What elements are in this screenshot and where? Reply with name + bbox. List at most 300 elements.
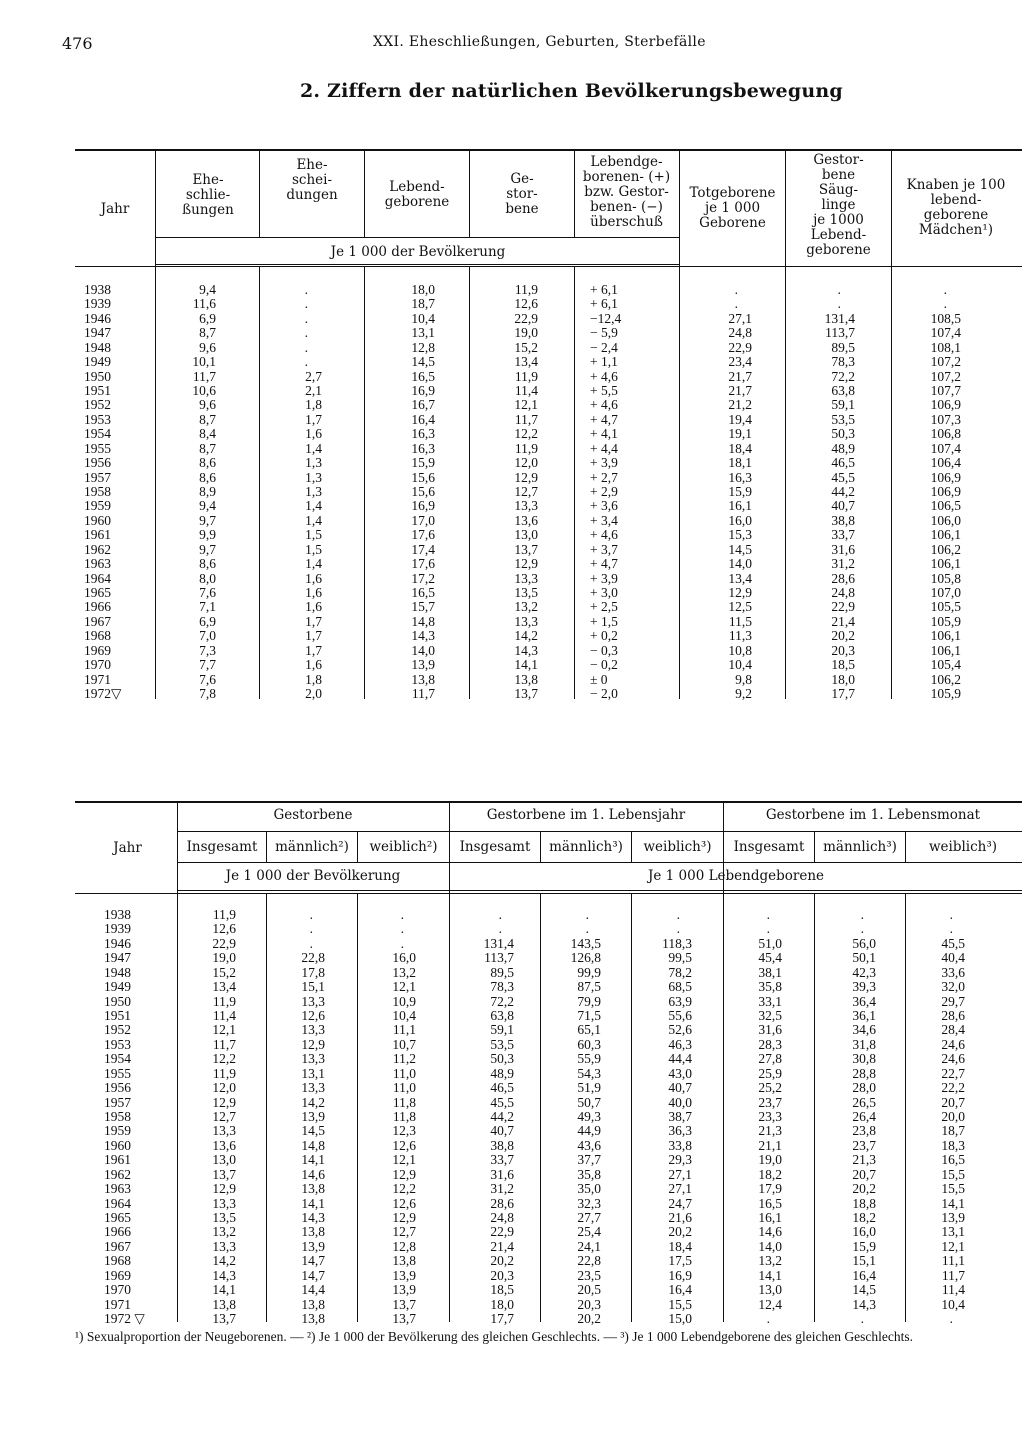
row-value: 1,7 bbox=[305, 411, 322, 427]
row-value: 24,8 bbox=[490, 1210, 514, 1226]
row-value: 78,3 bbox=[831, 354, 855, 370]
row-value: 13,3 bbox=[301, 993, 325, 1009]
row-value: 11,4 bbox=[941, 1282, 965, 1298]
header2-unit1: Je 1 000 der Bevölkerung bbox=[225, 868, 401, 884]
row-value: 46,3 bbox=[668, 1036, 692, 1052]
row-year: 1959 bbox=[84, 498, 111, 514]
row-value: 15,2 bbox=[514, 339, 538, 355]
row-value: 13,2 bbox=[758, 1253, 782, 1269]
row-value: 16,9 bbox=[411, 383, 435, 398]
row-value: 25,4 bbox=[577, 1224, 601, 1240]
row-value: 14,3 bbox=[411, 628, 435, 644]
row-value: 36,1 bbox=[852, 1008, 876, 1023]
row-value: 15,9 bbox=[852, 1238, 876, 1254]
row-value: 11,9 bbox=[212, 1065, 236, 1081]
row-value: . bbox=[676, 921, 680, 937]
row-value: 30,8 bbox=[852, 1051, 876, 1067]
row-year: 1962 bbox=[84, 541, 111, 557]
row-value: 12,9 bbox=[212, 1181, 236, 1197]
row-value: − 0,3 bbox=[590, 642, 618, 658]
row-value: 14,1 bbox=[301, 1195, 325, 1211]
row-value: 21,7 bbox=[728, 383, 752, 398]
row-value: 14,2 bbox=[514, 628, 538, 644]
row-value: 33,8 bbox=[668, 1137, 692, 1153]
header-gestorbene: Ge- stor- bene bbox=[505, 171, 539, 217]
table-row bbox=[0, 1052, 1024, 1066]
row-value: 13,3 bbox=[514, 570, 538, 586]
row-value: 13,8 bbox=[392, 1253, 416, 1269]
row-value: 19,0 bbox=[514, 325, 538, 341]
row-value: 21,6 bbox=[668, 1210, 692, 1226]
row-value: 8,4 bbox=[199, 426, 216, 442]
row-value: 14,2 bbox=[301, 1094, 325, 1110]
table-row bbox=[0, 1009, 1024, 1023]
row-value: 13,2 bbox=[392, 964, 416, 980]
row-value: 65,1 bbox=[577, 1022, 601, 1038]
row-value: 10,7 bbox=[392, 1036, 416, 1052]
row-value: 40,7 bbox=[831, 498, 855, 514]
row-value: + 4,6 bbox=[590, 368, 618, 384]
row-value: 8,6 bbox=[199, 455, 216, 471]
row-value: 16,3 bbox=[411, 426, 435, 442]
row-value: 50,7 bbox=[577, 1094, 601, 1110]
header2-jahr: Jahr bbox=[113, 840, 142, 856]
row-value: 99,5 bbox=[668, 950, 692, 966]
row-value: . bbox=[766, 1311, 770, 1327]
row-value: 37,7 bbox=[577, 1152, 601, 1168]
row-year: 1971 bbox=[84, 671, 111, 687]
row-value: 49,3 bbox=[577, 1109, 601, 1125]
row-year: 1952 bbox=[84, 397, 111, 413]
row-value: 21,4 bbox=[831, 613, 855, 629]
row-value: 16,9 bbox=[411, 498, 435, 514]
row-value: 68,5 bbox=[668, 979, 692, 995]
row-value: 17,6 bbox=[411, 556, 435, 572]
table-row bbox=[0, 1081, 1024, 1095]
row-value: 44,2 bbox=[831, 484, 855, 500]
row-value: + 4,1 bbox=[590, 426, 618, 442]
row-value: 8,7 bbox=[199, 440, 216, 456]
row-year: 1969 bbox=[104, 1267, 131, 1283]
row-value: 13,8 bbox=[212, 1296, 236, 1312]
running-head: XXI. Eheschließungen, Geburten, Sterbefälle bbox=[373, 34, 706, 50]
row-value: 18,3 bbox=[941, 1137, 965, 1153]
table-row bbox=[0, 1182, 1024, 1196]
row-value: 16,1 bbox=[728, 498, 752, 514]
row-value: 78,2 bbox=[668, 964, 692, 980]
row-value: 50,3 bbox=[831, 426, 855, 442]
row-value: + 3,4 bbox=[590, 512, 618, 528]
row-value: 14,3 bbox=[301, 1210, 325, 1226]
row-value: 22,8 bbox=[301, 950, 325, 966]
row-value: 106,4 bbox=[930, 455, 961, 471]
row-value: 18,2 bbox=[758, 1166, 782, 1182]
page-title: 2. Ziffern der natürlichen Bevölkerungsbewegung bbox=[300, 80, 843, 102]
row-value: 20,2 bbox=[831, 628, 855, 644]
row-year: 1938 bbox=[104, 907, 131, 922]
row-value: . bbox=[498, 907, 502, 922]
row-value: 22,9 bbox=[728, 339, 752, 355]
row-value: 8,0 bbox=[199, 570, 216, 586]
row-value: 20,7 bbox=[941, 1094, 965, 1110]
header2-sub-maennlich: männlich²) bbox=[275, 839, 349, 855]
row-value: 13,6 bbox=[212, 1137, 236, 1153]
row-value: . bbox=[309, 935, 313, 951]
row-year: 1967 bbox=[84, 613, 111, 629]
row-value: 13,3 bbox=[301, 1051, 325, 1067]
row-value: 1,6 bbox=[305, 599, 322, 615]
row-value: 12,7 bbox=[212, 1109, 236, 1125]
row-value: 16,5 bbox=[758, 1195, 782, 1211]
row-value: 9,6 bbox=[199, 339, 216, 355]
row-year: 1948 bbox=[104, 964, 131, 980]
row-value: 13,8 bbox=[301, 1224, 325, 1240]
header-unit: Je 1 000 der Bevölkerung bbox=[330, 244, 506, 260]
row-year: 1971 bbox=[104, 1296, 131, 1312]
row-value: 11,4 bbox=[212, 1008, 236, 1023]
row-value: 16,5 bbox=[411, 585, 435, 601]
row-value: 14,6 bbox=[758, 1224, 782, 1240]
row-value: + 4,7 bbox=[590, 411, 618, 427]
row-value: 20,2 bbox=[668, 1224, 692, 1240]
header2-sub-insgesamt: Insgesamt bbox=[733, 839, 805, 855]
row-value: 27,1 bbox=[668, 1166, 692, 1182]
row-value: 107,4 bbox=[930, 325, 961, 341]
row-value: 11,0 bbox=[392, 1080, 416, 1096]
row-value: + 3,9 bbox=[590, 455, 618, 471]
row-year: 1966 bbox=[84, 599, 111, 615]
row-value: 13,9 bbox=[941, 1210, 965, 1226]
row-value: 106,1 bbox=[930, 527, 961, 543]
row-value: . bbox=[837, 296, 841, 312]
row-value: 106,8 bbox=[930, 426, 961, 442]
row-value: . bbox=[766, 921, 770, 937]
row-value: 16,4 bbox=[852, 1267, 876, 1283]
row-value: 16,0 bbox=[852, 1224, 876, 1240]
row-year: 1965 bbox=[84, 585, 111, 601]
row-value: 12,6 bbox=[301, 1008, 325, 1023]
row-value: 20,3 bbox=[490, 1267, 514, 1283]
row-value: 13,7 bbox=[212, 1166, 236, 1182]
row-value: 12,7 bbox=[514, 484, 538, 500]
row-value: 13,4 bbox=[728, 570, 752, 586]
header-saeuglinge: Gestor- bene Säug- linge je 1000 Lebend- geborene bbox=[806, 152, 871, 258]
header2-unit2: Je 1 000 Lebendgeborene bbox=[647, 868, 825, 884]
row-value: 15,1 bbox=[852, 1253, 876, 1269]
row-value: 12,0 bbox=[212, 1080, 236, 1096]
row-value: 19,0 bbox=[758, 1152, 782, 1168]
row-value: 1,5 bbox=[305, 541, 322, 557]
row-value: 12,9 bbox=[728, 585, 752, 601]
row-value: 13,7 bbox=[392, 1296, 416, 1312]
row-value: 14,7 bbox=[301, 1253, 325, 1269]
row-value: 16,3 bbox=[411, 440, 435, 456]
row-value: + 3,7 bbox=[590, 541, 618, 557]
row-value: 12,7 bbox=[392, 1224, 416, 1240]
row-value: 12,9 bbox=[514, 469, 538, 485]
row-value: 18,5 bbox=[490, 1282, 514, 1298]
row-value: . bbox=[860, 907, 864, 922]
row-value: 13,3 bbox=[212, 1123, 236, 1139]
row-value: 12,3 bbox=[392, 1123, 416, 1139]
row-value: 29,7 bbox=[941, 993, 965, 1009]
row-value: 9,6 bbox=[199, 397, 216, 413]
row-value: 14,3 bbox=[212, 1267, 236, 1283]
row-value: 13,7 bbox=[212, 1311, 236, 1327]
row-value: 18,7 bbox=[941, 1123, 965, 1139]
row-value: 17,4 bbox=[411, 541, 435, 557]
row-value: 21,7 bbox=[728, 368, 752, 384]
row-value: 107,7 bbox=[930, 383, 961, 398]
header-jahr: Jahr bbox=[100, 201, 130, 217]
row-value: 14,8 bbox=[301, 1137, 325, 1153]
row-value: 31,2 bbox=[831, 556, 855, 572]
row-value: 32,5 bbox=[758, 1008, 782, 1023]
row-value: 55,9 bbox=[577, 1051, 601, 1067]
row-value: 11,1 bbox=[392, 1022, 416, 1038]
table-row bbox=[0, 1124, 1024, 1138]
row-value: 51,9 bbox=[577, 1080, 601, 1096]
row-value: 13,7 bbox=[514, 541, 538, 557]
row-value: 12,4 bbox=[758, 1296, 782, 1312]
row-value: 26,5 bbox=[852, 1094, 876, 1110]
row-value: 12,1 bbox=[514, 397, 538, 413]
row-value: 13,7 bbox=[514, 686, 538, 702]
row-value: . bbox=[309, 907, 313, 922]
header-ueberschuss: Lebendge- borenen- (+) bzw. Gestor- benen- (−) überschuß bbox=[582, 154, 671, 230]
row-value: 15,7 bbox=[411, 599, 435, 615]
row-value: 27,8 bbox=[758, 1051, 782, 1067]
row-value: 108,5 bbox=[930, 310, 961, 326]
row-value: 23,3 bbox=[758, 1109, 782, 1125]
row-value: 31,8 bbox=[852, 1036, 876, 1052]
row-value: 79,9 bbox=[577, 993, 601, 1009]
row-value: . bbox=[304, 339, 308, 355]
row-value: 18,0 bbox=[490, 1296, 514, 1312]
row-value: 14,1 bbox=[301, 1152, 325, 1168]
row-value: + 0,2 bbox=[590, 628, 618, 644]
row-value: + 2,7 bbox=[590, 469, 618, 485]
row-value: 14,4 bbox=[301, 1282, 325, 1298]
row-value: 11,7 bbox=[941, 1267, 965, 1283]
row-value: 44,2 bbox=[490, 1109, 514, 1125]
row-value: 106,9 bbox=[930, 484, 961, 500]
row-value: 17,8 bbox=[301, 964, 325, 980]
row-value: 18,0 bbox=[411, 282, 435, 297]
row-value: 22,9 bbox=[831, 599, 855, 615]
row-value: 1,7 bbox=[305, 613, 322, 629]
row-year: 1964 bbox=[84, 570, 111, 586]
row-value: 11,5 bbox=[728, 613, 752, 629]
row-value: 1,4 bbox=[305, 440, 322, 456]
row-value: 13,0 bbox=[758, 1282, 782, 1298]
row-value: − 5,9 bbox=[590, 325, 618, 341]
row-value: 63,9 bbox=[668, 993, 692, 1009]
row-value: 8,6 bbox=[199, 469, 216, 485]
row-value: 13,9 bbox=[301, 1238, 325, 1254]
row-value: 143,5 bbox=[570, 935, 601, 951]
row-value: 16,0 bbox=[392, 950, 416, 966]
row-year: 1970 bbox=[104, 1282, 131, 1298]
row-value: 10,4 bbox=[728, 657, 752, 673]
row-value: 18,8 bbox=[852, 1195, 876, 1211]
row-value: 14,0 bbox=[728, 556, 752, 572]
row-value: 20,2 bbox=[490, 1253, 514, 1269]
row-value: 40,7 bbox=[668, 1080, 692, 1096]
row-value: . bbox=[585, 907, 589, 922]
row-year: 1962 bbox=[104, 1166, 131, 1182]
row-value: 12,9 bbox=[212, 1094, 236, 1110]
row-year: 1959 bbox=[104, 1123, 131, 1139]
row-value: 107,4 bbox=[930, 440, 961, 456]
row-value: + 3,9 bbox=[590, 570, 618, 586]
row-value: 13,4 bbox=[514, 354, 538, 370]
row-value: 13,0 bbox=[212, 1152, 236, 1168]
row-value: 14,2 bbox=[212, 1253, 236, 1269]
row-value: 24,8 bbox=[831, 585, 855, 601]
row-value: 15,9 bbox=[728, 484, 752, 500]
row-value: 105,9 bbox=[930, 686, 961, 702]
row-value: + 4,6 bbox=[590, 397, 618, 413]
row-year: 1961 bbox=[104, 1152, 131, 1168]
row-value: 6,9 bbox=[199, 613, 216, 629]
row-value: 15,3 bbox=[728, 527, 752, 543]
row-value: 38,8 bbox=[831, 512, 855, 528]
row-value: 15,1 bbox=[301, 979, 325, 995]
row-value: + 4,6 bbox=[590, 527, 618, 543]
row-value: 131,4 bbox=[483, 935, 514, 951]
row-value: 40,7 bbox=[490, 1123, 514, 1139]
row-value: 10,1 bbox=[192, 354, 216, 370]
header2-sub-weiblich: weiblich³) bbox=[928, 839, 998, 855]
row-value: 31,2 bbox=[490, 1181, 514, 1197]
row-value: . bbox=[498, 921, 502, 937]
row-value: 106,1 bbox=[930, 628, 961, 644]
row-year: 1953 bbox=[104, 1036, 131, 1052]
row-value: 13,2 bbox=[212, 1224, 236, 1240]
row-value: 52,6 bbox=[668, 1022, 692, 1038]
row-value: . bbox=[304, 296, 308, 312]
row-value: 12,9 bbox=[392, 1210, 416, 1226]
row-value: 106,2 bbox=[930, 671, 961, 687]
table-row bbox=[0, 980, 1024, 994]
table-row bbox=[0, 1110, 1024, 1124]
header-totgeborene: Totgeborene je 1 000 Geborene bbox=[689, 185, 776, 231]
row-value: 9,4 bbox=[199, 282, 216, 297]
row-value: 22,2 bbox=[941, 1080, 965, 1096]
row-value: 12,8 bbox=[392, 1238, 416, 1254]
row-value: 11,9 bbox=[514, 282, 538, 297]
row-value: 12,6 bbox=[514, 296, 538, 312]
table-row bbox=[0, 1298, 1024, 1312]
row-value: 21,3 bbox=[758, 1123, 782, 1139]
row-value: 14,1 bbox=[514, 657, 538, 673]
row-value: 11,3 bbox=[728, 628, 752, 644]
row-value: 10,9 bbox=[392, 993, 416, 1009]
row-value: 13,8 bbox=[411, 671, 435, 687]
row-value: 1,6 bbox=[305, 426, 322, 442]
row-value: 13,3 bbox=[514, 498, 538, 514]
row-value: 20,3 bbox=[831, 642, 855, 658]
row-value: + 3,0 bbox=[590, 585, 618, 601]
row-value: 22,9 bbox=[514, 310, 538, 326]
row-value: + 1,5 bbox=[590, 613, 618, 629]
row-value: 15,9 bbox=[411, 455, 435, 471]
row-value: 17,9 bbox=[758, 1181, 782, 1197]
row-value: 1,4 bbox=[305, 498, 322, 514]
row-value: 12,1 bbox=[941, 1238, 965, 1254]
row-value: 27,1 bbox=[728, 310, 752, 326]
row-value: 1,8 bbox=[305, 671, 322, 687]
row-value: 11,1 bbox=[941, 1253, 965, 1269]
row-value: 14,1 bbox=[758, 1267, 782, 1283]
header2-sub-insgesamt: Insgesamt bbox=[459, 839, 531, 855]
row-value: 28,4 bbox=[941, 1022, 965, 1038]
row-value: 13,9 bbox=[392, 1267, 416, 1283]
row-value: 6,9 bbox=[199, 310, 216, 326]
row-value: 63,8 bbox=[490, 1008, 514, 1023]
table-row bbox=[0, 937, 1024, 951]
row-value: 23,7 bbox=[852, 1137, 876, 1153]
row-value: 33,1 bbox=[758, 993, 782, 1009]
row-value: 35,8 bbox=[758, 979, 782, 995]
row-value: 13,8 bbox=[301, 1181, 325, 1197]
row-value: 118,3 bbox=[662, 935, 692, 951]
row-value: 56,0 bbox=[852, 935, 876, 951]
row-value: 11,2 bbox=[392, 1051, 416, 1067]
row-value: 14,5 bbox=[411, 354, 435, 370]
row-value: 20,0 bbox=[941, 1109, 965, 1125]
row-value: 48,9 bbox=[490, 1065, 514, 1081]
row-year: 1952 bbox=[104, 1022, 131, 1038]
row-value: 45,5 bbox=[941, 935, 965, 951]
row-value: 13,6 bbox=[514, 512, 538, 528]
row-value: 12,6 bbox=[392, 1137, 416, 1153]
row-value: 106,1 bbox=[930, 556, 961, 572]
row-value: 12,9 bbox=[301, 1036, 325, 1052]
row-value: 106,9 bbox=[930, 469, 961, 485]
row-value: 13,3 bbox=[301, 1022, 325, 1038]
row-value: 45,4 bbox=[758, 950, 782, 966]
row-value: . bbox=[860, 921, 864, 937]
row-value: 13,8 bbox=[301, 1296, 325, 1312]
row-value: 28,6 bbox=[831, 570, 855, 586]
row-value: 51,0 bbox=[758, 935, 782, 951]
row-value: 11,9 bbox=[212, 907, 236, 922]
row-year: 1969 bbox=[84, 642, 111, 658]
row-value: 16,4 bbox=[668, 1282, 692, 1298]
row-year: 1970 bbox=[84, 657, 111, 673]
row-value: 10,8 bbox=[728, 642, 752, 658]
row-year: 1957 bbox=[84, 469, 111, 485]
row-value: 13,0 bbox=[514, 527, 538, 543]
row-value: 18,2 bbox=[852, 1210, 876, 1226]
row-value: 16,0 bbox=[728, 512, 752, 528]
row-value: 23,5 bbox=[577, 1267, 601, 1283]
row-value: + 2,5 bbox=[590, 599, 618, 615]
row-value: 7,1 bbox=[199, 599, 216, 615]
row-value: 46,5 bbox=[490, 1080, 514, 1096]
row-value: 105,5 bbox=[930, 599, 961, 615]
row-value: 35,0 bbox=[577, 1181, 601, 1197]
row-value: 18,0 bbox=[831, 671, 855, 687]
row-value: 13,3 bbox=[514, 613, 538, 629]
row-value: 13,9 bbox=[392, 1282, 416, 1298]
row-value: . bbox=[766, 907, 770, 922]
row-value: 8,7 bbox=[199, 411, 216, 427]
row-value: 8,6 bbox=[199, 556, 216, 572]
row-value: 11,6 bbox=[192, 296, 216, 312]
